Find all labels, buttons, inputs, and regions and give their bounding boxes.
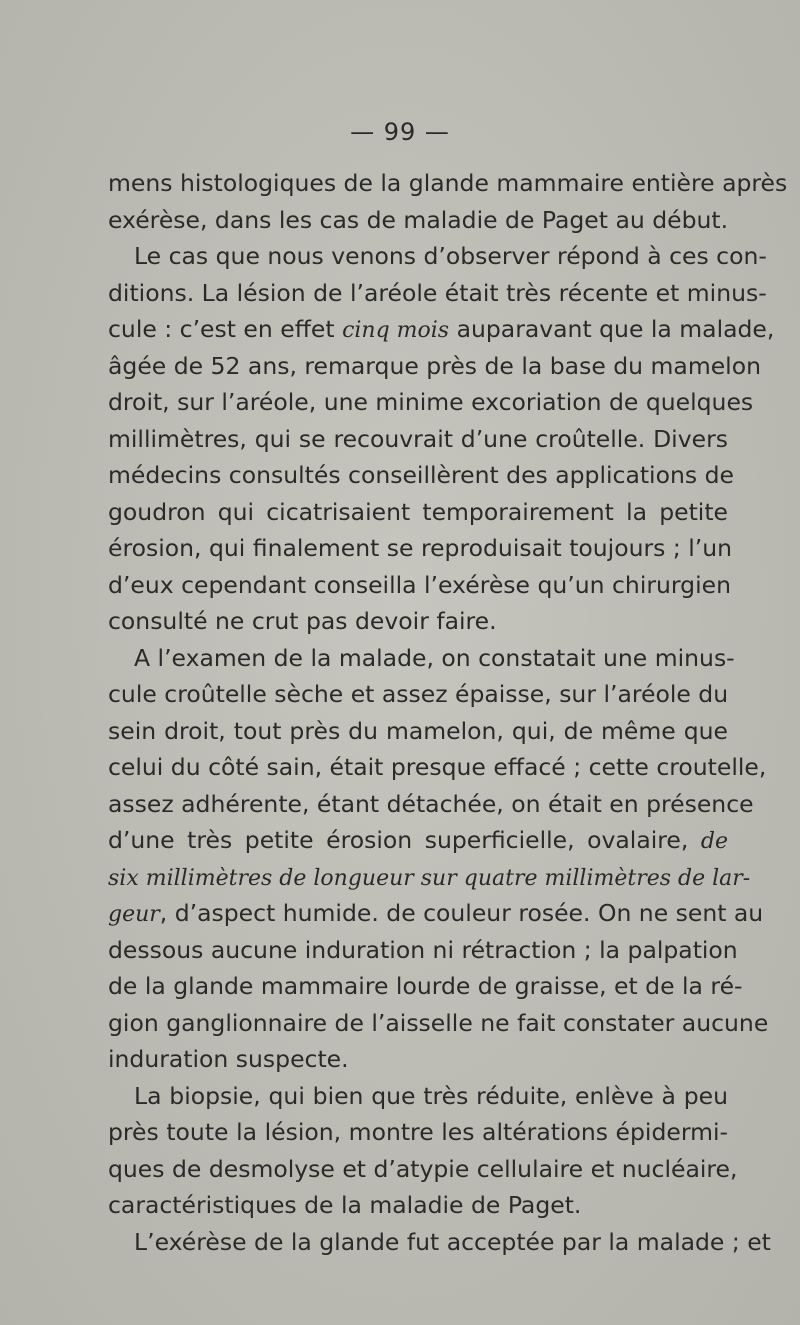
text-line: érosion, qui finalement se reproduisait toujours ; l’un <box>108 534 733 562</box>
text-line <box>108 859 751 896</box>
italic-text: de <box>700 829 728 854</box>
paragraph-start-line: L’exérèse de la glande fut acceptée par la malade ; et <box>134 1227 771 1256</box>
text-line: dessous aucune induration ni rétraction ; la palpation <box>108 935 738 964</box>
text-line: mens histologiques de la glande mammaire entière après <box>108 169 788 197</box>
paragraph-start-line: Le cas que nous venons d’observer répond à ces con- <box>134 242 767 270</box>
text-line: millimètres, qui se recouvrait d’une croûtelle. Divers <box>108 424 728 453</box>
text-line: d’eux cependant conseilla l’exérèse qu’un chirurgien <box>108 570 731 599</box>
page-number: — 99 — <box>350 118 450 146</box>
text-line: celui du côté sain, était presque effacé ; cette croutelle, <box>108 753 767 781</box>
paragraph-start-line: La biopsie, qui bien que très réduite, enlève à peu <box>134 1081 728 1110</box>
text-line: médecins consultés conseillèrent des applications de <box>108 461 734 489</box>
text-line: goudron qui cicatrisaient temporairement la petite <box>108 497 728 526</box>
text-line: âgée de 52 ans, remarque près de la base du mamelon <box>108 351 761 380</box>
text-segment: d’une très petite érosion superficielle, ovalaire, <box>108 826 701 854</box>
text-line: induration suspecte. <box>108 1045 349 1073</box>
text-line <box>108 311 775 348</box>
italic-text: six millimètres de longueur sur quatre millimètres de lar- <box>108 865 751 891</box>
text-line: exérèse, dans les cas de maladie de Paget au début. <box>108 205 729 234</box>
text-line: droit, sur l’aréole, une minime excoriation de quelques <box>108 388 754 416</box>
text-line: gion ganglionnaire de l’aisselle ne fait constater aucune <box>108 1008 769 1037</box>
text-line: près toute la lésion, montre les altérations épidermi- <box>108 1118 728 1146</box>
text-line: ques de desmolyse et d’atypie cellulaire et nucléaire, <box>108 1154 738 1183</box>
paragraph-start-line: A l’examen de la malade, on constatait une minus- <box>134 643 735 672</box>
text-line: cule croûtelle sèche et assez épaisse, sur l’aréole du <box>108 680 729 708</box>
text-segment: cule : c’est en effet <box>108 315 343 343</box>
text-line: assez adhérente, étant détachée, on était en présence <box>108 789 754 818</box>
body-text <box>108 165 788 1260</box>
text-segment: auparavant que la malade, <box>449 315 775 343</box>
text-line: sein droit, tout près du mamelon, qui, de même que <box>108 716 728 745</box>
italic-text: geur <box>108 902 160 927</box>
text-line <box>108 822 728 859</box>
text-line: consulté ne crut pas devoir faire. <box>108 607 497 635</box>
text-line: caractéristiques de la maladie de Paget. <box>108 1191 582 1219</box>
text-segment: , d’aspect humide. de couleur rosée. On ne sent au <box>159 899 764 927</box>
text-line: de la glande mammaire lourde de graisse, et de la ré- <box>108 972 743 1000</box>
italic-text: cinq mois <box>342 318 450 343</box>
text-line <box>108 895 764 932</box>
text-line: ditions. La lésion de l’aréole était très récente et minus- <box>108 278 767 307</box>
